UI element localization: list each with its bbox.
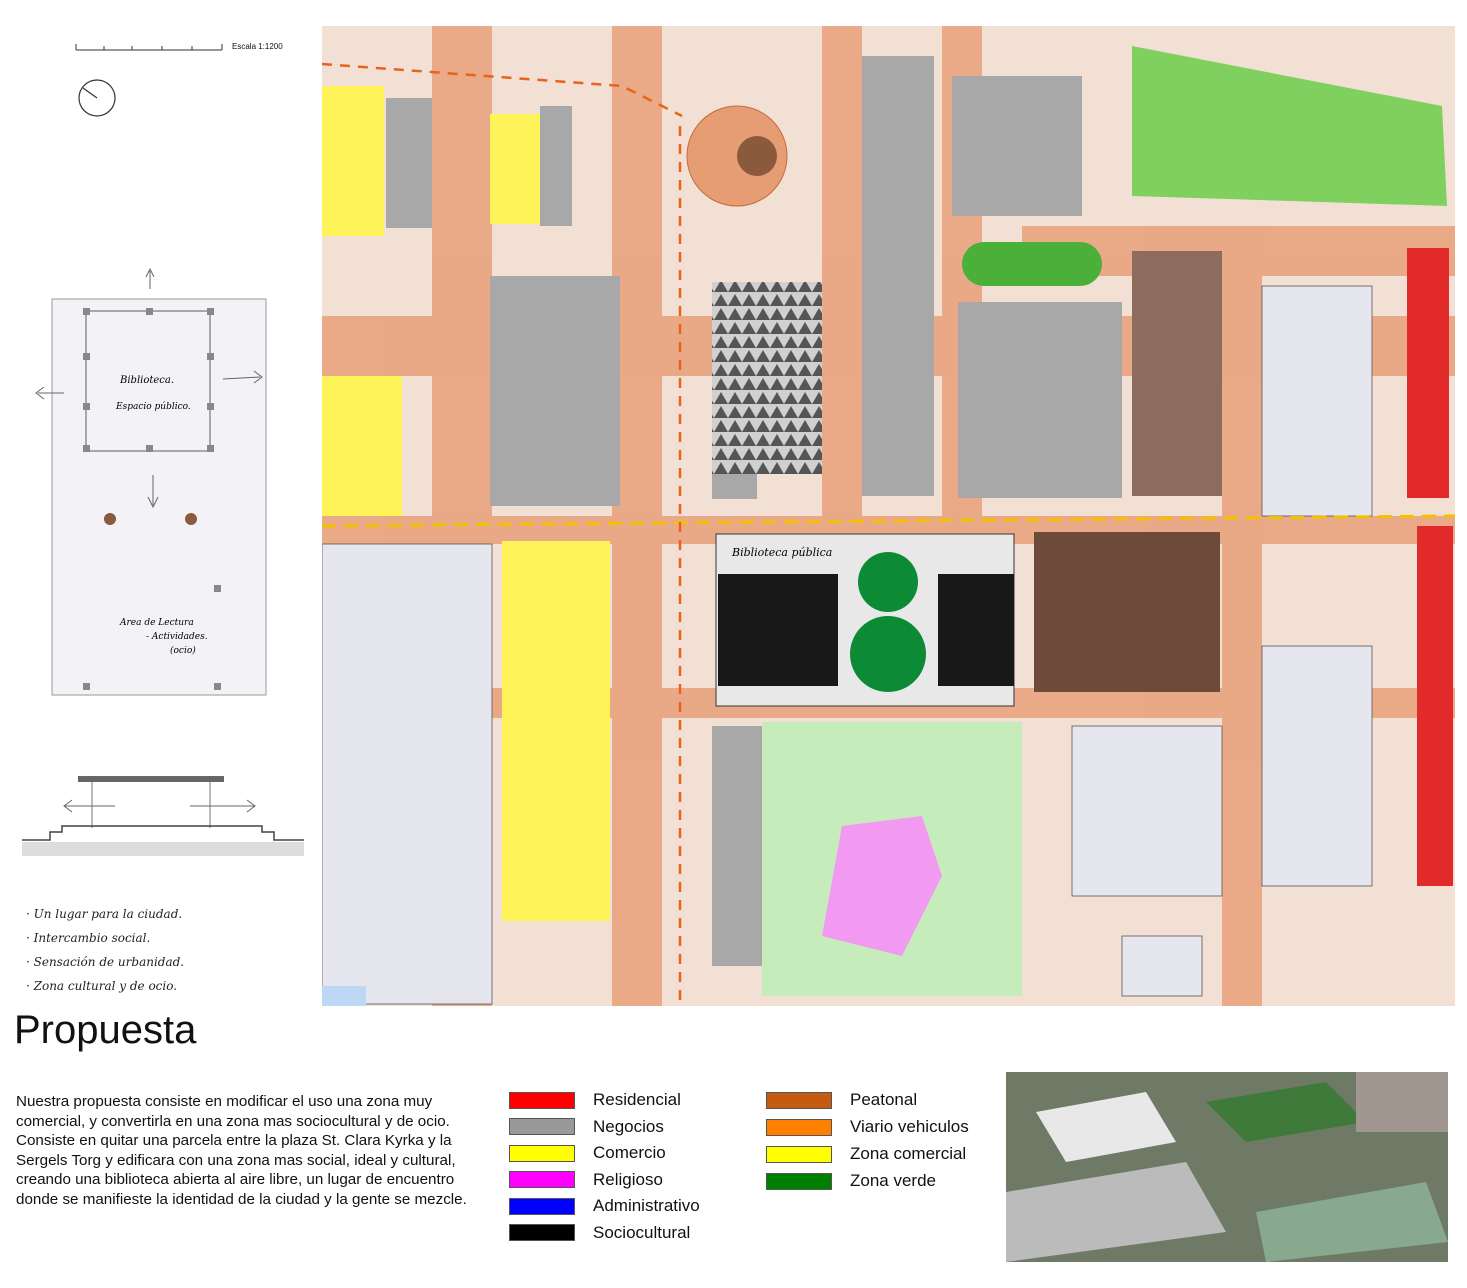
plan-label-activities: - Actividades. [146, 632, 208, 642]
legend-item [766, 1170, 936, 1192]
brown-block-north [1132, 251, 1222, 496]
north-arrow-icon [73, 78, 117, 118]
residential-block-south [1417, 526, 1453, 886]
plan-label-public-space: Espacio público. [116, 402, 191, 412]
legend-swatch [766, 1092, 832, 1109]
note-item: · Intercambio social. [26, 931, 151, 945]
plan-label-reading-area: Area de Lectura [120, 618, 194, 628]
legend-swatch [509, 1092, 575, 1109]
legend-item [766, 1116, 969, 1138]
legend-swatch [509, 1171, 575, 1188]
aerial-photo [1006, 1072, 1448, 1262]
legend-label: Viario vehiculos [850, 1117, 969, 1136]
note-item: · Zona cultural y de ocio. [26, 979, 178, 993]
legend-label: Negocios [593, 1116, 664, 1136]
library-label: Biblioteca pública [732, 546, 833, 559]
plan-label-leisure: (ocio) [170, 646, 196, 656]
plan-label-library: Biblioteca. [120, 375, 175, 386]
legend-label: Administrativo [593, 1196, 700, 1215]
residential-block-north [1407, 248, 1449, 498]
description [16, 1092, 486, 1210]
legend-item [509, 1089, 681, 1111]
green-zone-oval [962, 242, 1102, 286]
notes-list [26, 902, 184, 998]
legend-swatch [766, 1173, 832, 1190]
legend-label: Sociocultural [593, 1222, 691, 1242]
legend-item [509, 1222, 690, 1244]
legend-swatch [766, 1146, 832, 1163]
legend-item [509, 1142, 666, 1164]
scale-label: Escala 1:1200 [232, 42, 283, 51]
pattern-building [712, 282, 822, 474]
legend-item [766, 1143, 966, 1165]
note-item: · Un lugar para la ciudad. [26, 907, 183, 921]
legend-label: Residencial [593, 1090, 681, 1109]
page-title: Propuesta [14, 1008, 197, 1052]
note-item: · Sensación de urbanidad. [26, 955, 185, 969]
site-map [322, 26, 1455, 1006]
legend-item [509, 1195, 700, 1217]
sociocultural-block-east [938, 574, 1014, 686]
legend-label: Religioso [593, 1169, 663, 1189]
description-paragraph: Nuestra propuesta consiste en modificar el uso una zona muy comercial, y convertirla en una zona mas sociocultural y de ocio. [16, 1093, 450, 1130]
administrative-block [322, 986, 366, 1006]
legend-item [509, 1169, 663, 1191]
sociocultural-block-west [718, 574, 838, 686]
legend-swatch [766, 1119, 832, 1136]
legend-item [509, 1116, 664, 1138]
description-paragraph: Consiste en quitar una parcela entre la plaza St. Clara Kyrka y la Sergels Torg y edificara con una zona mas social, ideal y cultural, creando una biblioteca abierta al aire libre, un lugar de encuentro donde se manifieste la identidad de la ciudad y la gente se mezcle. [16, 1132, 467, 1208]
section-sketch [20, 768, 310, 868]
legend-item [766, 1089, 917, 1111]
roundabout-center [737, 136, 777, 176]
tree-icon [850, 616, 926, 692]
legend-label: Zona comercial [850, 1144, 967, 1163]
legend-swatch [509, 1145, 575, 1162]
plan-sketch [28, 265, 286, 705]
brown-block-south [1034, 532, 1220, 692]
legend-swatch [509, 1198, 575, 1215]
legend-label: Peatonal [850, 1090, 918, 1109]
legend-label: Comercio [593, 1143, 666, 1162]
legend-label: Zona verde [850, 1171, 936, 1190]
legend-swatch [509, 1224, 575, 1241]
legend-swatch [509, 1118, 575, 1135]
tree-icon [858, 552, 918, 612]
